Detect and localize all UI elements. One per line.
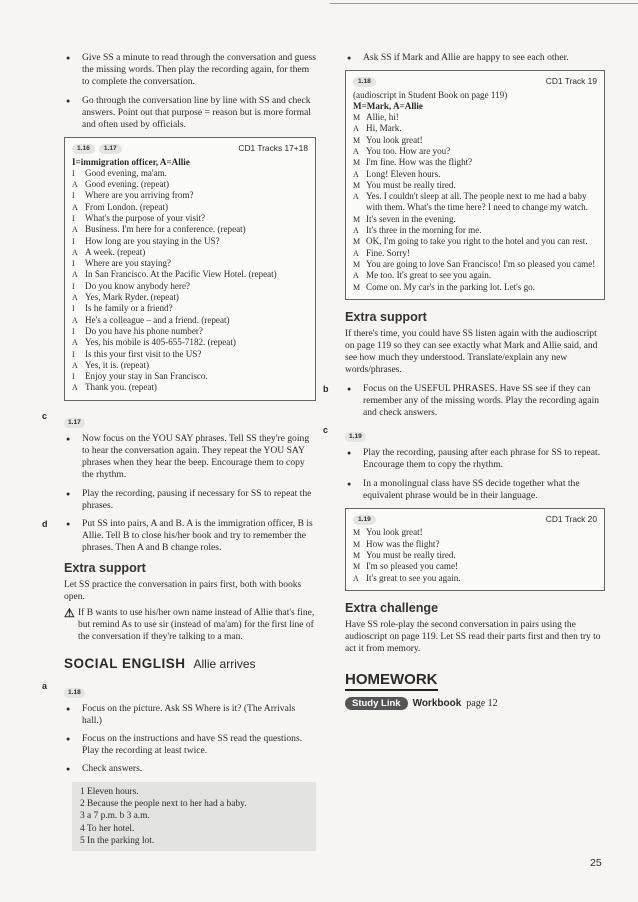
track-label: CD1 Track 19 [545, 76, 597, 87]
dialogue-line [353, 259, 597, 270]
track-label: CD1 Tracks 17+18 [238, 143, 308, 154]
cd-badge: 1.18 [353, 77, 376, 87]
dialogue-line [353, 191, 597, 214]
dialogue-line [72, 190, 308, 201]
line-text: You look great! [366, 134, 423, 145]
speaker-label: M [353, 539, 361, 549]
dialogue-line [353, 123, 597, 134]
bullet-happy: ● Ask SS if Mark and Allie are happy to see each other. [345, 52, 605, 64]
line-text: You must be really tired. [366, 179, 456, 190]
audioscript-box-phrases [345, 508, 605, 591]
line-text: Yes, it is. (repeat) [85, 359, 149, 370]
dialogue-line [353, 282, 597, 293]
bullet-guess-words: ● Give SS a minute to read through the conversation and guess the missing words. Then play the recording again, for them to complete the conversation. [64, 52, 316, 89]
dialogue-line [72, 247, 308, 258]
audioscript-box-arrival [345, 70, 605, 300]
bullet-play-recording: ● Play the recording, pausing if necessary for SS to repeat the phrases. [64, 488, 316, 512]
dialogue-line [353, 214, 597, 225]
dialogue-line [72, 213, 308, 224]
speaker-label: A [72, 247, 78, 257]
dialogue-line [72, 292, 308, 303]
cd-badge: 1.19 [353, 515, 376, 525]
extra-support-heading: Extra support [345, 309, 427, 324]
top-rule [330, 3, 638, 4]
speaker-label: A [72, 270, 78, 280]
dialogue-line [353, 550, 597, 561]
speaker-label: M [353, 158, 361, 168]
speaker-label: I [72, 281, 75, 291]
dialogue-line [353, 180, 597, 191]
line-text: Where are you staying? [85, 258, 172, 269]
section-title: SOCIAL ENGLISH [64, 655, 186, 671]
line-text: Is he family or a friend? [85, 303, 173, 314]
speaker-label: A [353, 146, 359, 156]
speaker-label: M [353, 113, 361, 123]
speaker-label: I [72, 214, 75, 223]
line-text: Allie, hi! [366, 112, 399, 123]
bullet-you-say: ● Now focus on the YOU SAY phrases. Tell SS they're going to hear the conversation again. They repeat the YOU SAY phrases when they hear the beep. Encourage them to copy the rhythm. [64, 433, 316, 482]
extra-support-text: If there's time, you could have SS listen again with the audioscript on page 119 so they can see exactly what Mark and Allie said, and see how much they understood. Translate/explain any new words/phrases. [345, 328, 598, 376]
dialogue-lines [353, 112, 597, 293]
speaker-label: M [353, 237, 361, 247]
answer-key [72, 782, 316, 851]
study-link-row [345, 697, 605, 710]
dialogue-line [72, 236, 308, 247]
step-letter: c [42, 410, 48, 421]
speaker-label: A [72, 202, 78, 212]
speaker-label: M [353, 562, 361, 572]
dialogue-line [72, 202, 308, 213]
bullet-check-answers: ● Go through the conversation line by line with SS and check answers. Point out that purpose = reason but is more formal and often used by officials. [64, 95, 316, 132]
cd-badge: 1.19 [345, 432, 366, 442]
roles-heading: M=Mark, A=Allie [353, 100, 423, 111]
line-text: Good evening, ma'am. [85, 167, 167, 178]
bullet-pausing: ● Play the recording, pausing after each phrase for SS to repeat. Encourage them to copy the rhythm. [345, 447, 605, 471]
cd-badge: 1.16 [72, 144, 95, 154]
speaker-label: M [353, 282, 361, 292]
extra-challenge-text: Have SS role-play the second conversation in pairs using the audioscript on page 119. Let SS read their parts first and then try to act it from memory. [345, 619, 601, 655]
roles-heading: I=immigration officer, A=Allie [72, 156, 190, 167]
dialogue-line [353, 270, 597, 281]
line-text: You must be really tired. [366, 549, 456, 560]
bullet-instructions: ● Focus on the instructions and have SS read the questions. Play the recording at least twice. [64, 733, 316, 757]
speaker-label: A [353, 169, 359, 179]
line-text: Where are you arriving from? [85, 190, 194, 201]
speaker-label: I [72, 372, 75, 382]
line-text: How was the flight? [366, 538, 440, 549]
warning-triangle-icon: ⚠ [64, 605, 75, 620]
warning-text: If B wants to use his/her own name instead of Allie that's fine, but remind As to use sir (instead of ma'am) for the first line of the conversation if they're talking to a man. [78, 607, 315, 643]
dialogue-line [353, 225, 597, 236]
speaker-label: I [72, 168, 75, 178]
dialogue-line [72, 382, 308, 393]
answer-item: 1 Eleven hours. [80, 786, 139, 797]
speaker-label: M [353, 528, 361, 538]
line-text: You are going to love San Francisco! I'm so pleased you came! [366, 258, 596, 269]
line-text: Fine. Sorry! [366, 247, 410, 258]
speaker-label: M [353, 259, 361, 269]
line-text: What's the purpose of your visit? [85, 213, 206, 223]
step-letter: d [42, 518, 48, 529]
answer-item: 4 To her hotel. [80, 823, 135, 834]
dialogue-line [72, 168, 308, 179]
dialogue-line [72, 371, 308, 382]
extra-support-heading: Extra support [64, 560, 146, 575]
section-subtitle: Allie arrives [193, 656, 256, 671]
step-letter: c [323, 425, 329, 436]
speaker-label: A [72, 293, 78, 303]
dialogue-line [72, 303, 308, 314]
dialogue-line [353, 236, 597, 247]
speaker-label: A [72, 315, 78, 325]
speaker-label: I [72, 349, 75, 359]
left-column [42, 52, 316, 851]
line-text: You too. How are you? [366, 145, 451, 156]
cd-badge: 1.17 [64, 418, 85, 428]
audioscript-box-immigration [64, 137, 316, 401]
dialogue-line [72, 281, 308, 292]
speaker-label: I [72, 326, 75, 336]
speaker-label: M [353, 550, 361, 560]
line-text: You look great! [366, 527, 423, 538]
dialogue-line [72, 179, 308, 190]
line-text: It's seven in the evening. [366, 213, 456, 224]
line-text: Good evening. (repeat) [85, 179, 170, 190]
line-text: A week. (repeat) [85, 246, 146, 257]
line-text: In San Francisco. At the Pacific View Hotel. (repeat) [85, 269, 277, 280]
dialogue-line [353, 561, 597, 572]
line-text: Come on. My car's in the parking lot. Let's go. [366, 281, 535, 292]
speaker-label: I [72, 259, 75, 269]
speaker-label: A [72, 225, 78, 235]
dialogue-line [72, 269, 308, 280]
dialogue-line [353, 157, 597, 168]
speaker-label: A [353, 124, 359, 134]
dialogue-line [353, 135, 597, 146]
dialogue-line [353, 248, 597, 259]
line-text: Enjoy your stay in San Francisco. [85, 371, 208, 382]
speaker-label: A [353, 192, 359, 202]
dialogue-line [72, 337, 308, 348]
speaker-label: A [353, 271, 359, 281]
track-label: CD1 Track 20 [545, 514, 597, 525]
speaker-label: M [353, 180, 361, 190]
bullet-picture: ● Focus on the picture. Ask SS Where is it? (The Arrivals hall.) [64, 703, 316, 727]
warning-note [64, 607, 316, 644]
extra-challenge-heading: Extra challenge [345, 600, 439, 615]
line-text: OK, I'm going to take you right to the hotel and you can rest. [366, 236, 588, 247]
answer-item: 2 Because the people next to her had a baby. [80, 798, 247, 809]
dialogue-line [72, 360, 308, 371]
speaker-label: A [72, 360, 78, 370]
homework-heading: HOMEWORK [345, 671, 438, 691]
dialogue-lines [353, 527, 597, 583]
line-text: Yes, his mobile is 405-655-7182. (repeat) [85, 337, 236, 348]
line-text: Long! Eleven hours. [366, 168, 441, 179]
dialogue-line [353, 539, 597, 550]
speaker-label: M [353, 135, 361, 145]
line-text: I'm fine. How was the flight? [366, 157, 473, 168]
step-letter: b [323, 383, 329, 394]
workbook-label: Workbook [412, 698, 462, 710]
speaker-label: A [353, 248, 359, 258]
bullet-monolingual: ● In a monolingual class have SS decide together what the equivalent phrase would be in their language. [345, 478, 605, 502]
speaker-label: I [72, 236, 75, 246]
speaker-label: A [72, 383, 78, 393]
dialogue-line [72, 315, 308, 326]
speaker-label: A [353, 226, 359, 236]
dialogue-line [353, 573, 597, 584]
line-text: Hi, Mark. [366, 123, 402, 134]
line-text: Do you know anybody here? [85, 280, 191, 291]
dialogue-lines [72, 168, 308, 394]
dialogue-line [72, 326, 308, 337]
dialogue-line [72, 224, 308, 235]
dialogue-line [353, 527, 597, 538]
line-text: Business. I'm here for a conference. (repeat) [85, 224, 246, 235]
speaker-label: A [353, 573, 359, 583]
line-text: It's great to see you again. [366, 572, 461, 583]
line-text: Is this your first visit to the US? [85, 348, 202, 359]
speaker-label: I [72, 304, 75, 314]
bullet-pairs: ● Put SS into pairs, A and B. A is the immigration officer, B is Allie. Tell B to close his/her book and try to remember the phrases. Then A and B change roles. [64, 518, 316, 555]
line-text: Me too. It's great to see you again. [366, 270, 492, 281]
answer-item: 3 a 7 p.m. b 3 a.m. [80, 811, 150, 822]
speaker-label: A [72, 180, 78, 190]
line-text: Thank you. (repeat) [85, 382, 157, 393]
line-text: I'm so pleased you came! [366, 561, 459, 572]
page-number: 25 [590, 857, 602, 869]
line-text: Do you have his phone number? [85, 325, 203, 336]
line-text: From London. (repeat) [85, 201, 169, 212]
line-text: Yes. I couldn't sleep at all. The people next to me had a baby with them. What's the time here? I need to change my watch. [366, 191, 588, 213]
workbook-page: page 12 [466, 698, 498, 710]
section-heading [64, 656, 316, 671]
line-text: It's three in the morning for me. [366, 225, 482, 236]
audioscript-note: (audioscript in Student Book on page 119) [353, 89, 508, 100]
speaker-label: I [72, 191, 75, 201]
bullet-useful-phrases: ● Focus on the USEFUL PHRASES. Have SS see if they can remember any of the missing words. Play the recording again and check answers. [345, 383, 605, 420]
answer-item: 5 In the parking lot. [80, 835, 155, 846]
cd-badge: 1.18 [64, 688, 85, 698]
study-link-badge: Study Link [345, 697, 408, 710]
dialogue-line [72, 349, 308, 360]
dialogue-line [353, 112, 597, 123]
line-text: Yes, Mark Ryder. (repeat) [85, 292, 179, 303]
line-text: He's a colleague – and a friend. (repeat) [85, 314, 230, 325]
extra-support-text: Let SS practice the conversation in pairs first, both with books open. [64, 579, 302, 602]
cd-badge: 1.17 [99, 144, 122, 154]
dialogue-line [353, 169, 597, 180]
step-letter: a [42, 680, 48, 691]
dialogue-line [353, 146, 597, 157]
right-column [323, 52, 605, 710]
speaker-label: A [72, 338, 78, 348]
bullet-check: ● Check answers. [64, 763, 316, 775]
speaker-label: M [353, 214, 361, 224]
line-text: How long are you staying in the US? [85, 235, 220, 246]
dialogue-line [72, 258, 308, 269]
